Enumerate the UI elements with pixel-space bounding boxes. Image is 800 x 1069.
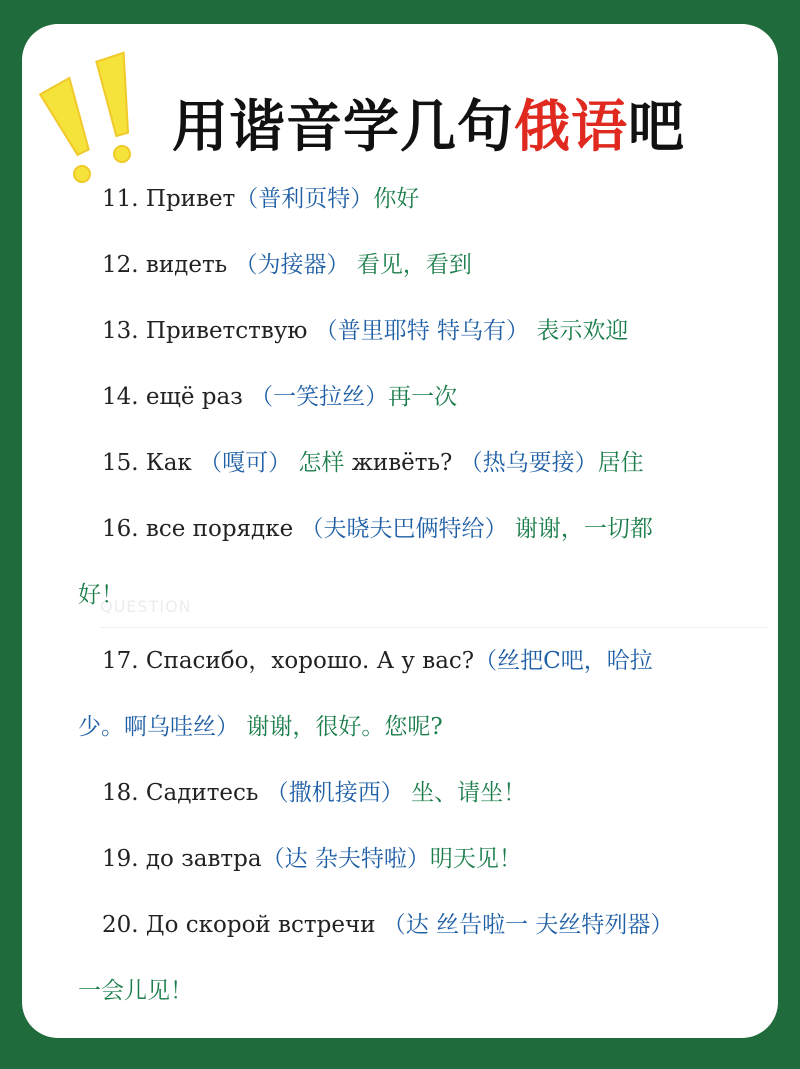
- pronunciation-continued: 少。啊乌哇丝）: [78, 714, 239, 740]
- meaning: 谢谢，一切都: [514, 516, 653, 542]
- phrase-entry-19: [102, 842, 522, 876]
- pronunciation: （夫晓夫巴俩特给）: [300, 516, 508, 542]
- watermark: QUESTION: [100, 597, 192, 616]
- phrase-entry-11: [102, 182, 419, 216]
- title-tail: 吧: [628, 95, 685, 160]
- phrase-entry-17: [102, 644, 653, 678]
- meaning-2: 居住: [597, 450, 644, 476]
- phrase-entry-20-cont: [78, 974, 193, 1008]
- russian-phrase: 19. до завтра: [102, 846, 262, 872]
- russian-phrase: 20. До скорой встречи: [102, 912, 376, 938]
- divider: [100, 627, 768, 628]
- title-main: 用谐音学几句: [172, 95, 514, 160]
- pronunciation: （丝把C吧，哈拉: [474, 648, 653, 674]
- phrase-entry-16: [102, 512, 653, 546]
- meaning: 再一次: [388, 384, 458, 410]
- meaning: 你好: [373, 186, 420, 212]
- phrase-entry-18: [102, 776, 526, 810]
- russian-phrase: 15. Как: [102, 450, 192, 476]
- phrase-entry-17-cont: [78, 710, 443, 744]
- russian-phrase-2: живёть?: [351, 450, 453, 476]
- content-card: [22, 24, 778, 1038]
- pronunciation: （普利页特）: [235, 186, 374, 212]
- meaning: 表示欢迎: [536, 318, 629, 344]
- title-highlight: 俄语: [514, 95, 628, 160]
- pronunciation: （一笑拉丝）: [250, 384, 389, 410]
- phrase-entry-13: [102, 314, 628, 348]
- russian-phrase: 13. Приветствую: [102, 318, 308, 344]
- russian-phrase: 17. Спасибо，хорошо. А у вас?: [102, 648, 475, 674]
- russian-phrase: 11. Привет: [102, 186, 236, 212]
- meaning-continued: 好！: [78, 582, 124, 608]
- pronunciation: （达 杂夫特啦）: [261, 846, 430, 872]
- meaning: 明天见！: [429, 846, 522, 872]
- pronunciation: （达 丝告啦一 夫丝特列器）: [382, 912, 674, 938]
- russian-phrase: 18. Садитесь: [102, 780, 259, 806]
- phrase-entry-12: [102, 248, 472, 282]
- pronunciation: （嘎可）: [199, 450, 292, 476]
- russian-phrase: 16. все порядке: [102, 516, 294, 542]
- meaning: 一会儿见！: [78, 978, 193, 1004]
- phrase-entry-20: [102, 908, 673, 942]
- exclamation-marks-icon: [38, 50, 158, 190]
- phrase-entry-16-cont: [78, 578, 124, 612]
- russian-phrase: 14. ещё раз: [102, 384, 243, 410]
- pronunciation: （撒机接西）: [265, 780, 404, 806]
- meaning: 怎样: [298, 450, 345, 476]
- phrase-entry-15: [102, 446, 644, 480]
- pronunciation-2: （热乌要接）: [459, 450, 598, 476]
- russian-phrase: 12. видеть: [102, 252, 228, 278]
- meaning: 坐、请坐！: [411, 780, 527, 806]
- meaning: 谢谢，很好。您呢?: [246, 714, 443, 740]
- page-title: [172, 88, 685, 168]
- pronunciation: （普里耶特 特乌有）: [314, 318, 530, 344]
- pronunciation: （为接器）: [234, 252, 350, 278]
- phrase-entry-14: [102, 380, 457, 414]
- meaning: 看见，看到: [356, 252, 472, 278]
